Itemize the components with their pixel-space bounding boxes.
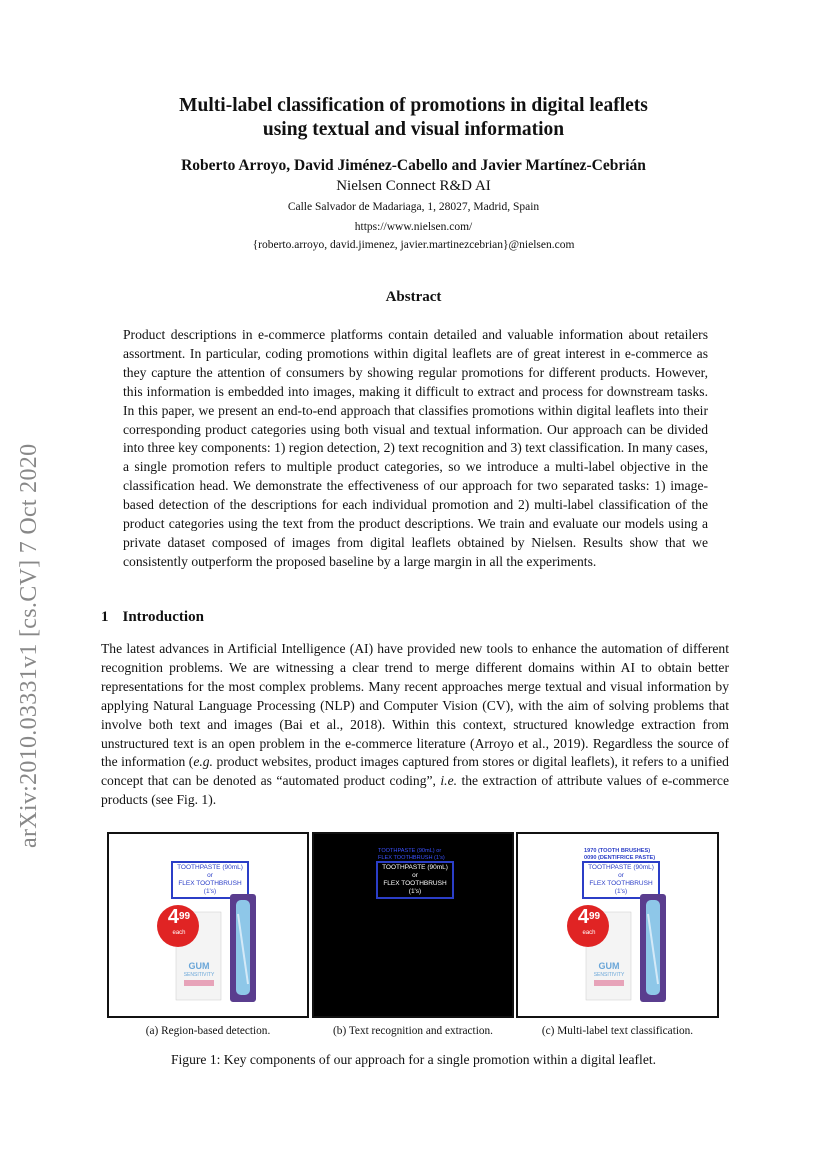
product-image-c [564,894,674,1004]
ocr-output [378,848,445,862]
class-box-line-1: TOOTHPASTE (90mL) or [588,864,654,879]
label-line-1: 1970 (TOOTH BRUSHES) [584,848,651,854]
price-cents-c: 99 [589,911,601,922]
class-box-line-2: FLEX TOOTHBRUSH (1's) [589,880,653,895]
ocr-line-1: TOOTHPASTE (90mL) or [378,848,442,854]
predicted-labels [584,848,655,862]
caption-a: (a) Region-based detection. [145,1025,271,1037]
title-line-2: using textual and visual information [262,119,565,140]
title-line-1: Multi-label classification of promotions in digital leaflets [179,95,648,116]
address: Calle Salvador de Madariaga, 1, 28027, Madrid, Spain [287,201,540,213]
intro-eg: e.g. [193,754,213,770]
label-line-2: 0090 (DENTIFRICE PASTE) [584,855,656,861]
box-text-line-1: TOOTHPASTE (90mL) or [177,864,243,879]
price-dollars: 4 [167,906,179,928]
intro-text-2: product websites, product images captured from stores or digital leaflets), it refers to a unified concept that can be denoted as “automated product coding”, [101,754,729,789]
brand-name: GUM [188,961,210,971]
caption-b: (b) Text recognition and extraction. [333,1025,493,1037]
abstract-heading: Abstract [385,289,442,305]
brand-name-c: GUM [598,961,620,971]
box-text-line-2: FLEX TOOTHBRUSH (1's) [178,880,242,895]
brand-subtitle: SENSITIVITY [183,972,215,978]
introduction-paragraph [101,640,729,810]
price-cents: 99 [179,911,191,922]
price-each-c: each [582,930,596,936]
figure-panel-text-recognition [312,832,514,1018]
intro-text-3: the extraction of attribute values of e-commerce products (see Fig. 1). [101,773,729,808]
abstract-text: Product descriptions in e-commerce platforms contain detailed and valuable information about retailers assortment. In particular, coding promotions within digital leaflets are of great interest in e-commerce as they capture the attention of consumers by showing regular promotions for different products. However, this information is embedded into images, making it difficult to extract and process for downstream tasks. In this paper, we present an end-to-end approach that classifies promotions within digital leaflets into their corresponding product categories using both visual and textual information. Our approach can be divided into three key components: 1) region detection, 2) text recognition and 3) text classification. In many cases, a single promotion refers to multiple product categories, so we introduce a multi-label objective in the classification head. We demonstrate the effectiveness of our approach for two separated tasks: 1) image-based detection of the descriptions for each individual promotion and 2) multi-label classification of the product categories using the text from the product descriptions. We train and evaluate our models using a private dataset composed of images from digital leaflets obtained by Nielsen. Results show that we consistently outperform the proposed baseline by a large margin in all the experiments. [123,327,708,569]
section-title: Introduction [122,609,204,625]
paper-title [60,94,767,142]
author-emails: {roberto.arroyo, david.jimenez, javier.martinezcebrian}@nielsen.com [252,239,575,251]
recognized-box [376,861,454,899]
brand-subtitle-c: SENSITIVITY [593,972,625,978]
section-number: 1 [101,609,109,625]
figure-panel-region-detection [107,832,309,1018]
recognized-text-line-1: TOOTHPASTE (90mL) or [382,864,448,879]
product-image [154,894,264,1004]
caption-c: (c) Multi-label text classification. [541,1025,694,1037]
section-heading [101,609,204,626]
ocr-line-2: FLEX TOOTHBRUSH (1's) [378,855,445,861]
price-tag [162,907,196,927]
figure-caption: Figure 1: Key components of our approach for a single promotion within a digital leaflet. [170,1052,657,1067]
figure-panel-classification [516,832,719,1018]
arxiv-identifier: arXiv:2010.03331v1 [cs.CV] 7 Oct 2020 [16,443,42,848]
intro-text-1: The latest advances in Artificial Intelligence (AI) have provided new tools to enhance the automation of different recognition problems. We are witnessing a clear trend to merge different domains within AI to obtain better representations for the most complex problems. Many recent approaches merge textual and visual information by applying Natural Language Processing (NLP) and Computer Vision (CV), with the aim of solving problems that involve both text and images (Bai et al., 2018). Within this context, structured knowledge extraction from unstructured text is an open problem in the e-commerce literature (Arroyo et al., 2019). Regardless the source of the information ( [101,641,729,770]
authors: Roberto Arroyo, David Jiménez-Cabello and Javier Martínez-Cebrián [181,157,646,174]
website-url[interactable]: https://www.nielsen.com/ [354,221,473,233]
price-tag-c [572,907,606,927]
recognized-text-line-2: FLEX TOOTHBRUSH (1's) [383,880,447,895]
intro-ie: i.e. [440,773,458,789]
price-each: each [172,930,186,936]
affiliation: Nielsen Connect R&D AI [336,178,491,194]
price-dollars-c: 4 [577,906,589,928]
